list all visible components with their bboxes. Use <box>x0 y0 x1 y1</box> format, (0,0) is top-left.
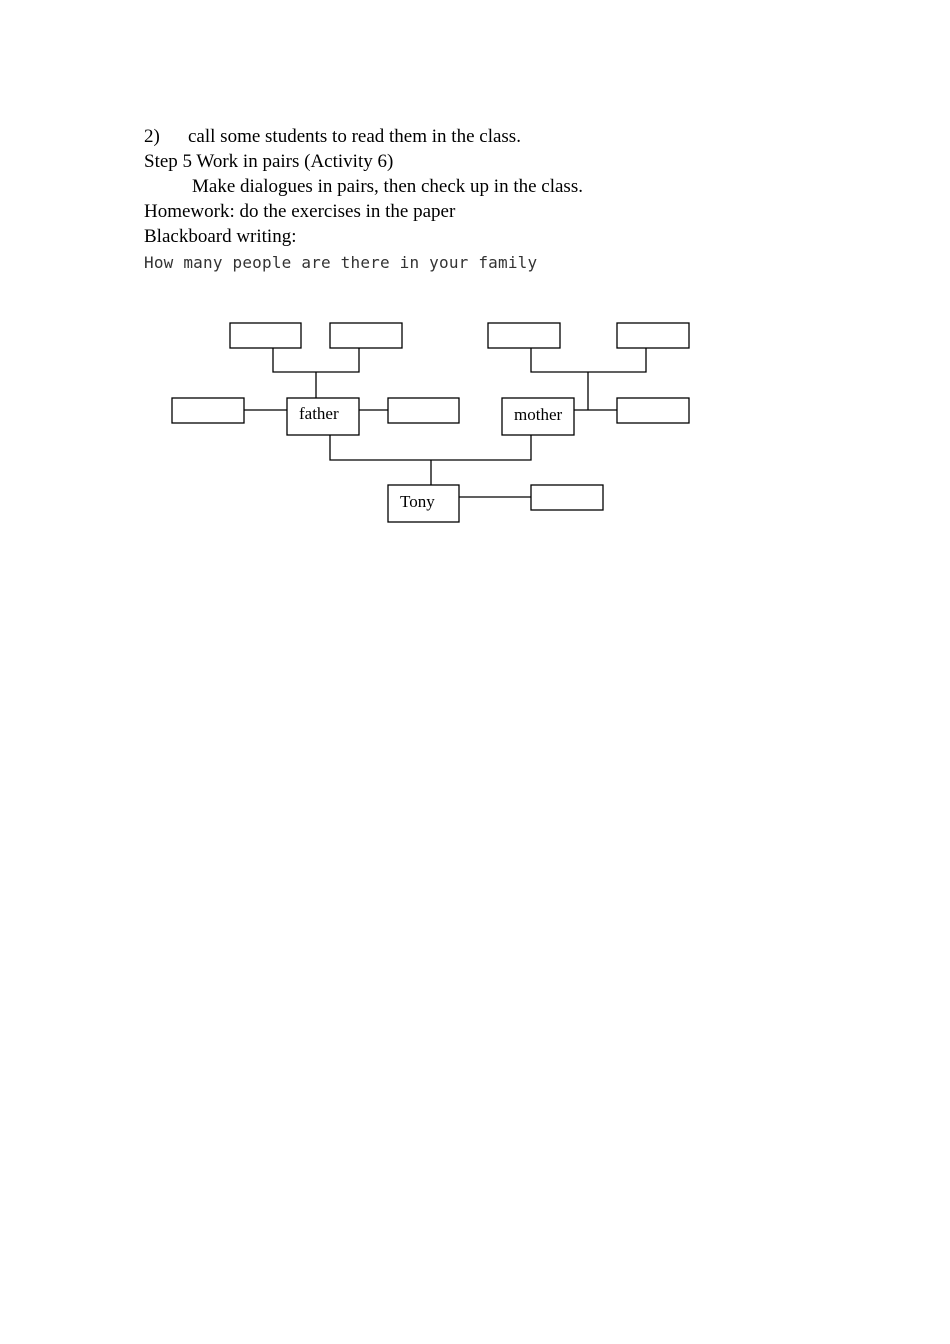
homework-line: Homework: do the exercises in the paper <box>144 201 456 222</box>
blank-box-sibling <box>531 485 603 510</box>
father-parents-connector <box>273 348 359 372</box>
step-5-heading: Step 5 Work in pairs (Activity 6) <box>144 151 394 172</box>
family-tree-diagram <box>0 0 950 560</box>
list-number: 2) <box>144 126 160 147</box>
blackboard-question: How many people are there in your family <box>144 253 538 272</box>
blank-box-grandparent-1 <box>230 323 301 348</box>
mother-parents-connector <box>531 348 646 372</box>
father-label: father <box>299 404 339 423</box>
blank-box-grandparent-4 <box>617 323 689 348</box>
tony-label: Tony <box>400 492 435 511</box>
blackboard-heading: Blackboard writing: <box>144 226 297 247</box>
list-text: call some students to read them in the class. <box>188 126 521 147</box>
blank-box-aunt <box>617 398 689 423</box>
blank-box-grandparent-2 <box>330 323 402 348</box>
blank-box-grandparent-3 <box>488 323 560 348</box>
blank-box-uncle-right <box>388 398 459 423</box>
blank-box-uncle-left <box>172 398 244 423</box>
step-5-detail: Make dialogues in pairs, then check up in the class. <box>192 176 583 197</box>
mother-label: mother <box>514 405 563 424</box>
parents-connector <box>330 435 531 460</box>
